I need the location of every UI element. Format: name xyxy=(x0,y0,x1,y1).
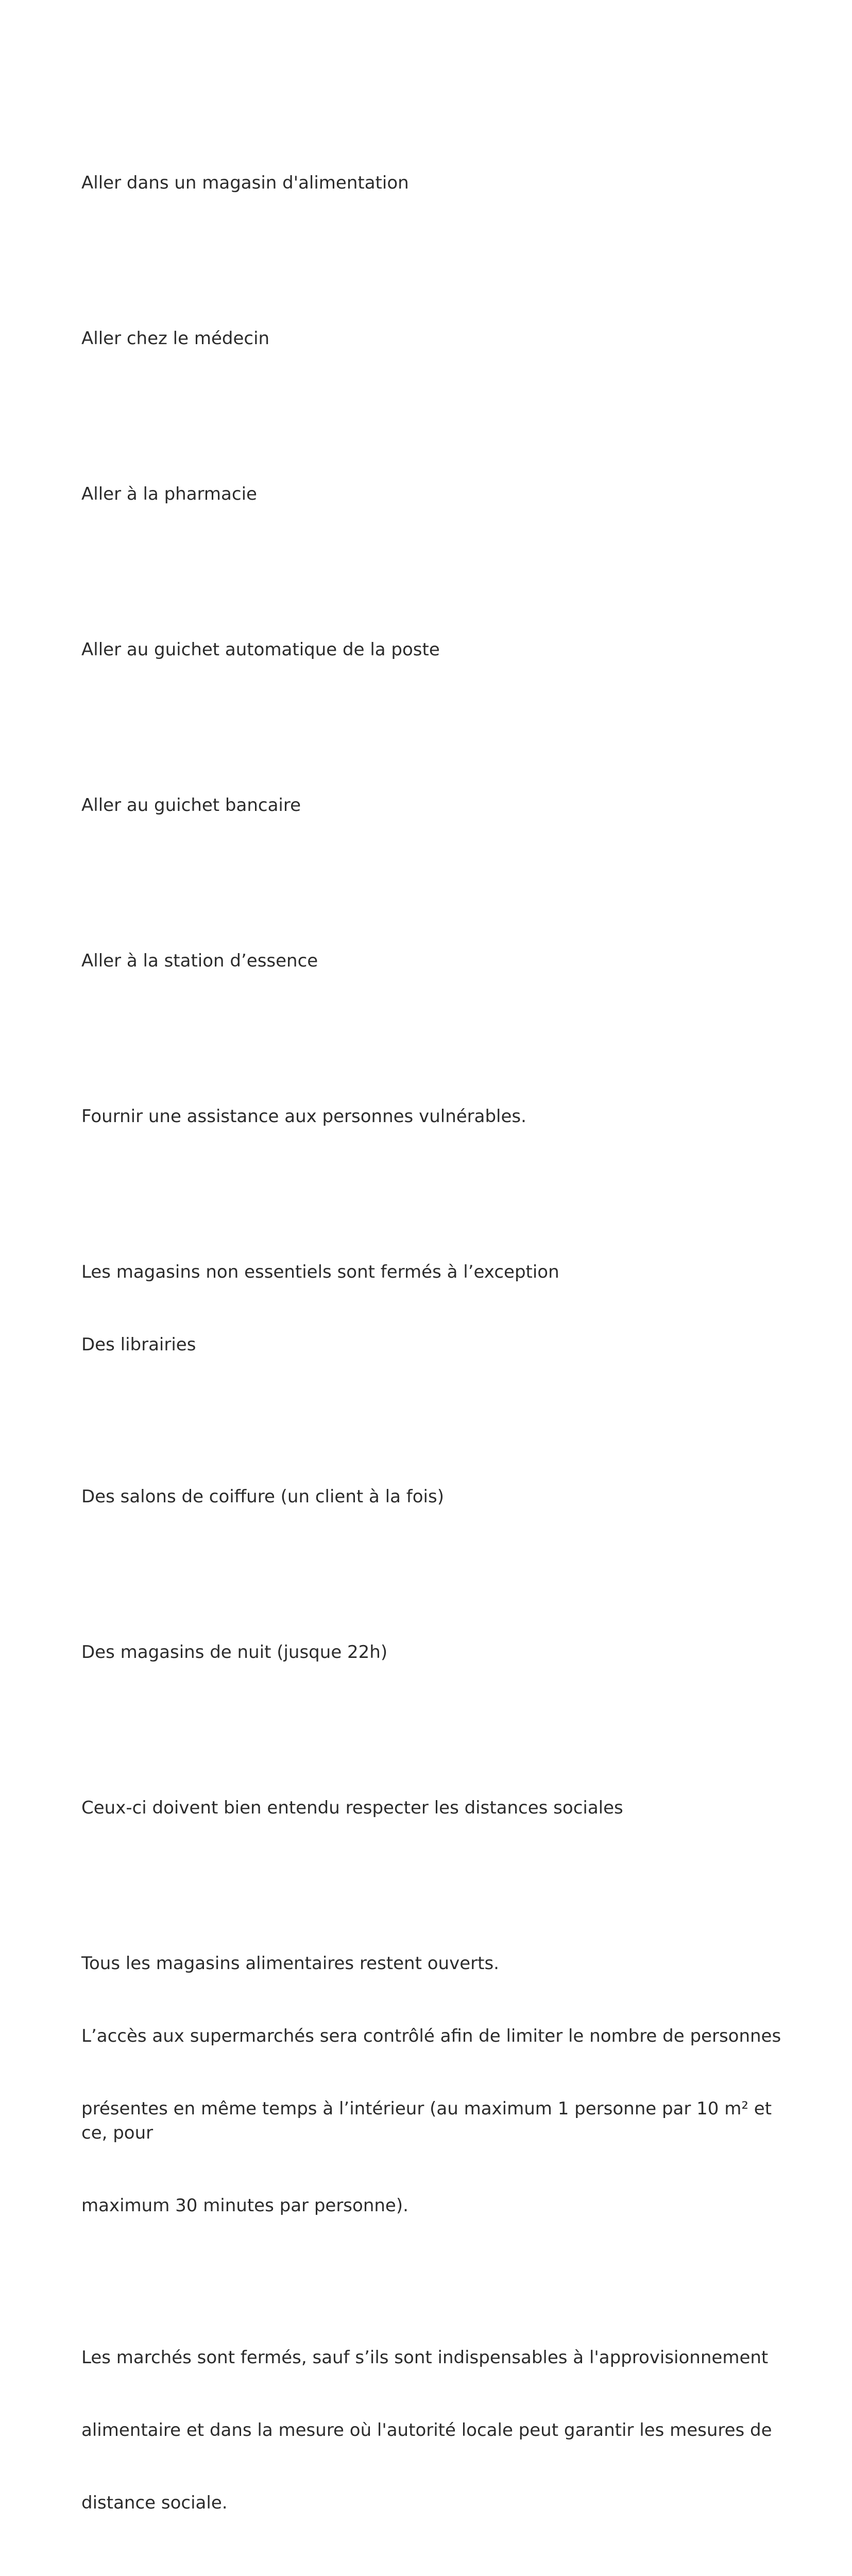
paragraph-social-distance xyxy=(81,1748,782,1869)
text-line: Les marchés sont fermés, sauf s’ils sont indispensables à l'approvisionnement xyxy=(81,2347,769,2368)
paragraph-hair-salons xyxy=(81,1436,782,1557)
text-line: Aller à la station d’essence xyxy=(81,951,318,971)
text-line: Ceux-ci doivent bien entendu respecter les distances sociales xyxy=(81,1798,623,1818)
paragraph-bank-atm xyxy=(81,745,782,866)
text-line: alimentaire et dans la mesure où l'autorité locale peut garantir les mesures de xyxy=(81,2420,772,2441)
paragraph-food-stores-open xyxy=(81,1903,782,2266)
text-line: Aller au guichet automatique de la poste xyxy=(81,639,440,660)
text-line: Aller au guichet bancaire xyxy=(81,795,301,816)
text-line: Des magasins de nuit (jusque 22h) xyxy=(81,1642,388,1663)
text-line: Des librairies xyxy=(81,1334,196,1355)
text-line: distance sociale. xyxy=(81,2493,228,2513)
paragraph-gas-station xyxy=(81,901,782,1022)
text-line: maximum 30 minutes par personne). xyxy=(81,2195,408,2216)
text-line: Des salons de coiffure (un client à la fois) xyxy=(81,1486,444,1507)
paragraph-doctor xyxy=(81,278,782,399)
text-line: Fournir une assistance aux personnes vulnérables. xyxy=(81,1106,526,1127)
paragraph-food-store xyxy=(81,123,782,244)
paragraph-assistance xyxy=(81,1056,782,1177)
paragraph-night-shops xyxy=(81,1592,782,1713)
paragraph-post-atm xyxy=(81,589,782,710)
document-body xyxy=(81,123,782,2576)
paragraph-markets xyxy=(81,2297,782,2564)
text-line: Tous les magasins alimentaires restent ouverts. xyxy=(81,1953,499,1974)
paragraph-non-essential-shops xyxy=(81,1212,782,1405)
paragraph-pharmacy xyxy=(81,434,782,555)
text-line: Aller chez le médecin xyxy=(81,328,270,349)
text-line: L’accès aux supermarchés sera contrôlé afin de limiter le nombre de personnes xyxy=(81,2026,781,2046)
text-line: Aller dans un magasin d'alimentation xyxy=(81,173,409,193)
text-line: Les magasins non essentiels sont fermés à l’exception xyxy=(81,1262,559,1282)
text-line: présentes en même temps à l’intérieur (au maximum 1 personne par 10 m² et ce, pour xyxy=(81,2098,777,2143)
text-line: Aller à la pharmacie xyxy=(81,484,257,504)
